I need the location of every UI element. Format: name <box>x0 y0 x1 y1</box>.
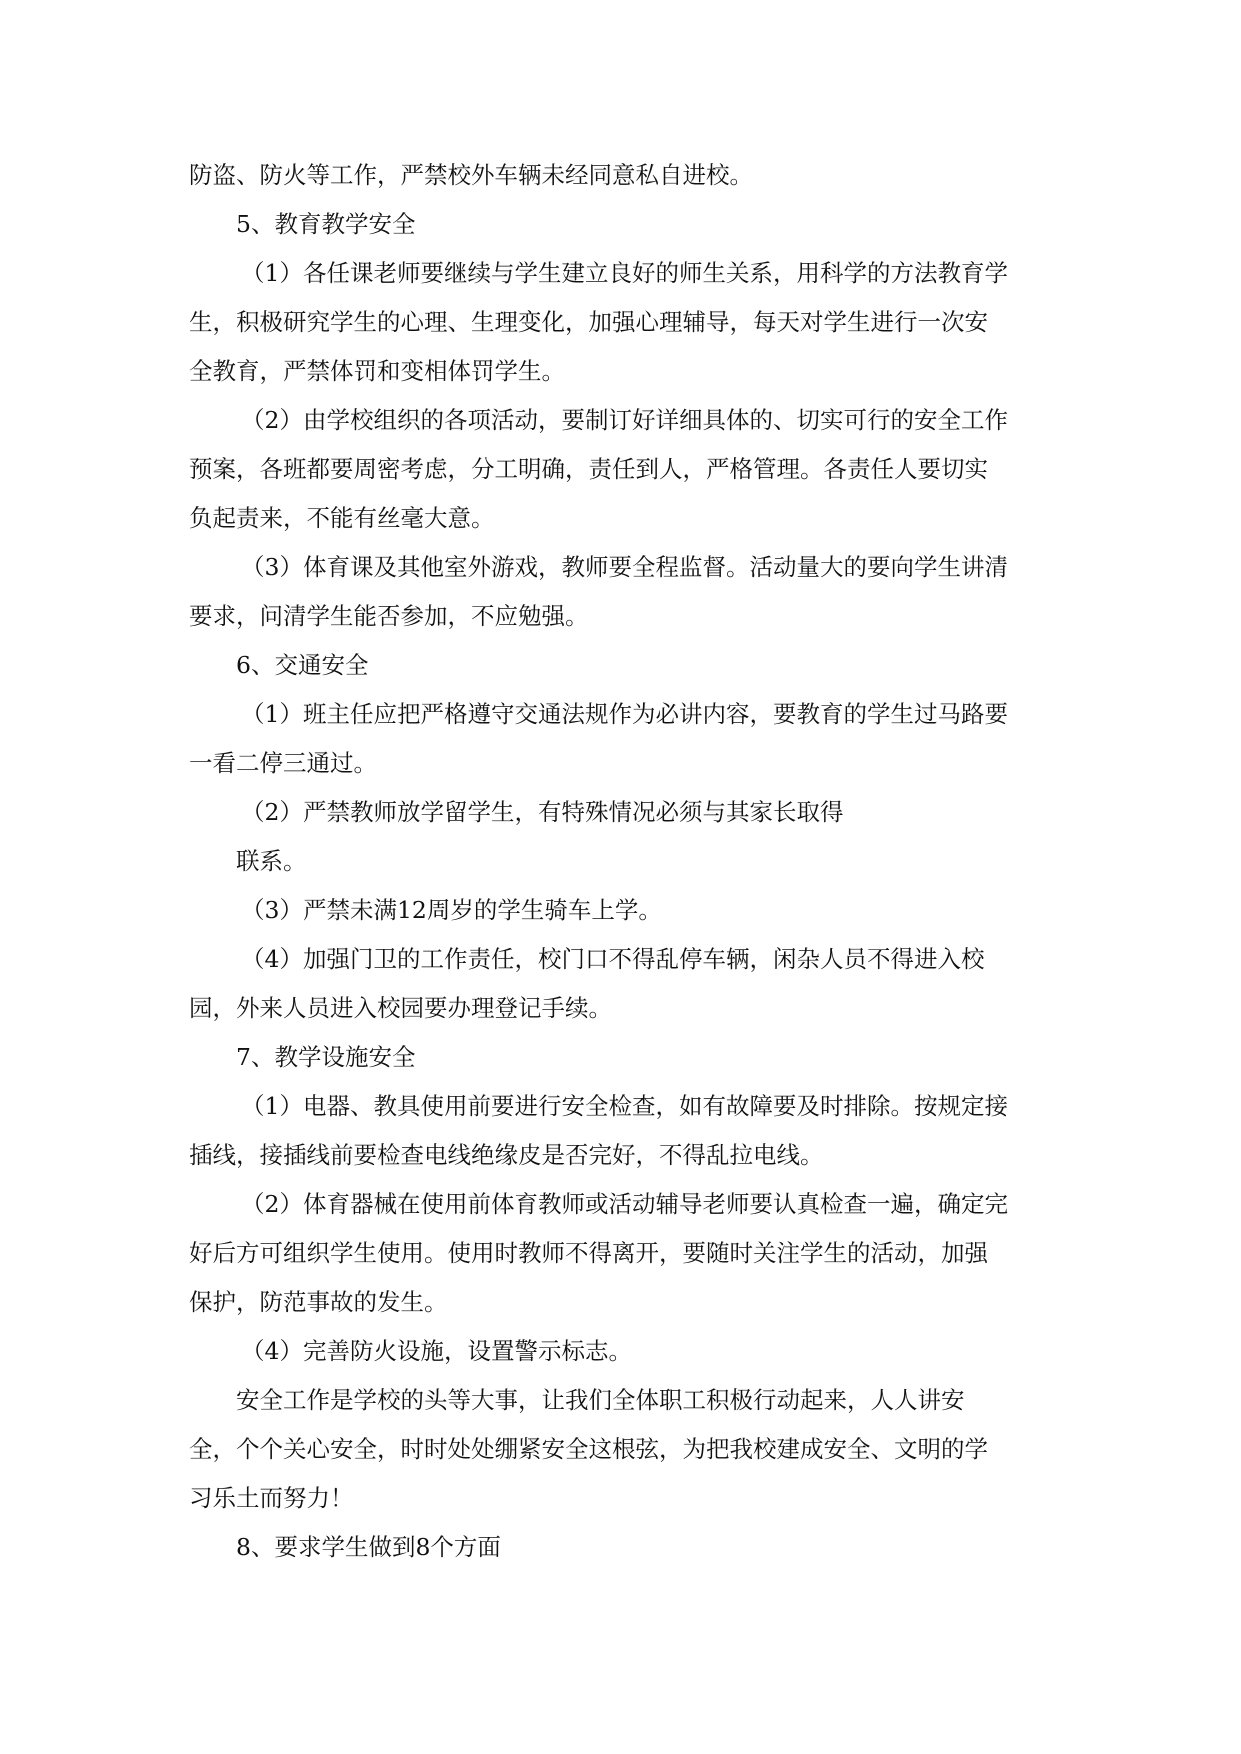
text-line: （3）体育课及其他室外游戏，教师要全程监督。活动量大的要向学生讲清 <box>241 553 1008 581</box>
section-heading: 5、教育教学安全 <box>236 210 416 238</box>
text-line: 习乐土而努力！ <box>189 1484 354 1512</box>
text-line: 园，外来人员进入校园要办理登记手续。 <box>189 994 612 1022</box>
text-line: 联系。 <box>236 847 307 875</box>
text-line: （1）电器、教具使用前要进行安全检查，如有故障要及时排除。按规定接 <box>241 1092 1008 1120</box>
text-line: 要求，问清学生能否参加，不应勉强。 <box>189 602 589 630</box>
text-line: 保护，防范事故的发生。 <box>189 1288 448 1316</box>
document-body <box>189 151 1056 1572</box>
text-line: 预案，各班都要周密考虑，分工明确，责任到人，严格管理。各责任人要切实 <box>189 455 988 483</box>
text-line: 插线，接插线前要检查电线绝缘皮是否完好，不得乱拉电线。 <box>189 1141 824 1169</box>
section-heading: 8、要求学生做到8个方面 <box>236 1533 501 1561</box>
text-line: 好后方可组织学生使用。使用时教师不得离开，要随时关注学生的活动，加强 <box>189 1239 988 1267</box>
text-line: （4）加强门卫的工作责任，校门口不得乱停车辆，闲杂人员不得进入校 <box>241 945 985 973</box>
section-heading: 6、交通安全 <box>236 651 369 679</box>
section-heading: 7、教学设施安全 <box>236 1043 416 1071</box>
text-line: （2）体育器械在使用前体育教师或活动辅导老师要认真检查一遍，确定完 <box>241 1190 1008 1218</box>
text-line: 负起责来，不能有丝毫大意。 <box>189 504 495 532</box>
text-line: （4）完善防火设施，设置警示标志。 <box>241 1337 632 1365</box>
text-line: 一看二停三通过。 <box>189 749 377 777</box>
text-line: （2）由学校组织的各项活动，要制订好详细具体的、切实可行的安全工作 <box>241 406 1008 434</box>
text-line: 防盗、防火等工作，严禁校外车辆未经同意私自进校。 <box>189 161 753 189</box>
text-line: （2）严禁教师放学留学生，有特殊情况必须与其家长取得 <box>241 798 844 826</box>
text-line: （1）各任课老师要继续与学生建立良好的师生关系，用科学的方法教育学 <box>241 259 1008 287</box>
text-line: （1）班主任应把严格遵守交通法规作为必讲内容，要教育的学生过马路要 <box>241 700 1008 728</box>
text-line: 生，积极研究学生的心理、生理变化，加强心理辅导，每天对学生进行一次安 <box>189 308 988 336</box>
text-line: 全教育，严禁体罚和变相体罚学生。 <box>189 357 565 385</box>
text-line: 安全工作是学校的头等大事，让我们全体职工积极行动起来，人人讲安 <box>236 1386 965 1414</box>
text-line: （3）严禁未满12周岁的学生骑车上学。 <box>241 896 662 924</box>
text-line: 全，个个关心安全，时时处处绷紧安全这根弦，为把我校建成安全、文明的学 <box>189 1435 988 1463</box>
